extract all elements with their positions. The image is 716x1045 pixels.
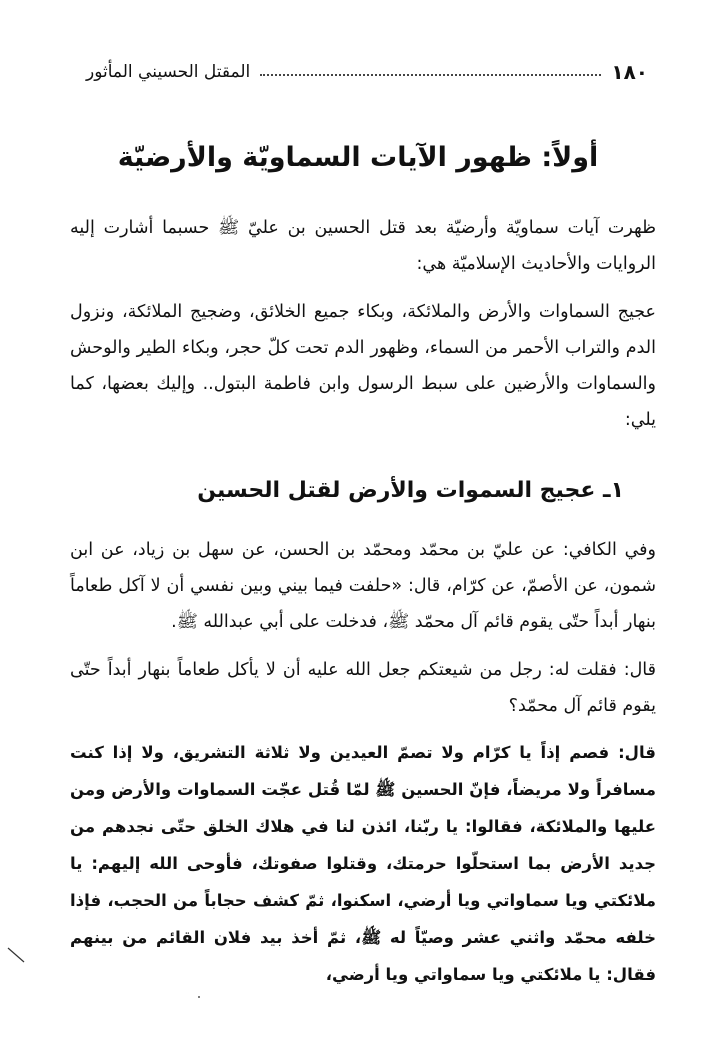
scan-stray-mark xyxy=(6,946,28,966)
scan-dust-dot xyxy=(196,994,202,1000)
page-header xyxy=(86,58,648,86)
running-title: المقتل الحسيني المأثور xyxy=(86,62,251,82)
subsection-heading: ١ـ عجيج السموات والأرض لقتل الحسين xyxy=(197,478,624,503)
answer-paragraph: قال: فصم إذاً يا كرّام ولا تصمّ العيدين ولا ثلاثة التشريق، ولا إذا كنت مسافراً ولا مريضاً، فإنّ الحسين ﷺ لمّا قُتل عجّت السماوات والأرض ومن عليها والملائكة، فقالوا: يا ربّنا، ائذن لنا في هلاك الخلق حتّى نجدهم من جديد الأرض بما استحلّوا حرمتك، وقتلوا صفوتك، فأوحى الله إليهم: يا ملائكتي ويا سماواتي ويا أرضي، اسكنوا، ثمّ كشف حجاباً من الحجب، فإذا خلفه محمّد واثني عشر وصيّاً له ﷺ، ثمّ أخذ بيد فلان القائم من بينهم فقال: يا ملائكتي ويا سماواتي ويا أرضي، xyxy=(70,743,656,984)
header-dot-leader xyxy=(260,74,601,76)
page-number: ١٨٠ xyxy=(611,60,648,84)
signs-list-paragraph: عجيج السماوات والأرض والملائكة، وبكاء جميع الخلائق، وضجيج الملائكة، ونزول الدم والتراب الأحمر من السماء، وظهور الدم تحت كلّ حجر، وبكاء الطير والوحش والسماوات والأرضين على سبط الرسول وابن فاطمة البتول.. وإليك بعضها، كما يلي: xyxy=(70,302,656,430)
kafi-narration-paragraph: وفي الكافي: عن عليّ بن محمّد ومحمّد بن الحسن، عن سهل بن زياد، عن ابن شمون، عن الأصمّ، عن كرّام، قال: «حلفت فيما بيني وبين نفسي أن لا آكل طعاماً بنهار أبداً حتّى يقوم قائم آل محمّد ﷺ، فدخلت على أبي عبدالله ﷺ. xyxy=(70,540,656,632)
section-title: أولاً: ظهور الآيات السماويّة والأرضيّة xyxy=(117,142,599,173)
question-paragraph: قال: فقلت له: رجل من شيعتكم جعل الله عليه أن لا يأكل طعاماً بنهار أبداً حتّى يقوم قائم آل محمّد؟ xyxy=(70,660,656,716)
intro-paragraph: ظهرت آيات سماويّة وأرضيّة بعد قتل الحسين بن عليّ ﷺ حسبما أشارت إليه الروايات والأحاديث الإسلاميّة هي: xyxy=(70,218,656,274)
